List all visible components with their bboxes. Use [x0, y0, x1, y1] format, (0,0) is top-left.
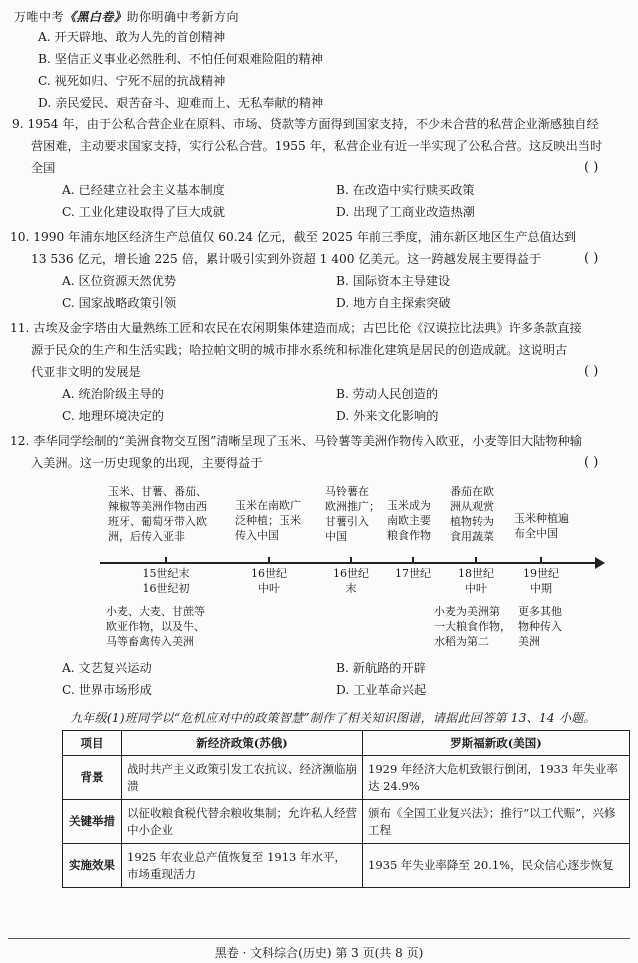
timeline-event-6: 玉米种植遍 布全中国 [514, 512, 569, 540]
table-header-new-deal: 罗斯福新政(美国) [363, 731, 630, 756]
q11-option-a: A. 统治阶级主导的 [62, 387, 164, 401]
q10-stem-line1: 10. 1990 年浦东地区经济生产总值仅 60.24 亿元，截至 2025 年前三季度，浦东新区地区生产总值达到 [10, 230, 577, 244]
timeline-event-4: 玉米成为 南欧主要 粮食作物 [387, 499, 431, 542]
policy-comparison-table [62, 730, 630, 888]
table-header-nep: 新经济政策(苏俄) [122, 731, 363, 756]
header-prefix: 万唯中考 [14, 10, 65, 24]
q9-stem-line3: 全国 [31, 161, 56, 175]
q11-answer-blank: ( ) [584, 364, 599, 379]
q11-option-d: D. 外来文化影响的 [336, 409, 439, 423]
q9-option-d: D. 出现了工商业改造热潮 [336, 205, 475, 219]
q10-option-d: D. 地方自主探索突破 [336, 296, 451, 310]
q12-stem-line1: 12. 李华同学绘制的“美洲食物交互图”清晰呈现了玉米、马铃薯等美洲作物传入欧亚，小麦等旧大陆物种输 [10, 434, 582, 448]
table-cell: 战时共产主义政策引发工农抗议、经济濒临崩溃 [122, 756, 363, 800]
q10-option-c: C. 国家战略政策引领 [62, 296, 177, 310]
table-header-row [63, 731, 630, 756]
timeline-tick [165, 557, 167, 563]
page-header [14, 8, 239, 25]
q10-stem-line2: 13 536 亿元，增长逾 225 倍，累计吸引实到外资超 1 400 亿美元。这一跨越发展主要得益于 [31, 252, 542, 266]
q12-option-d: D. 工业革命兴起 [336, 683, 427, 697]
q9-stem-line2: 营困难，主动要求国家支持，实行公私合营。1955 年，私营企业有近一半实现了公私合营。这反映出当时 [31, 139, 603, 153]
q11-stem-line2: 源于民众的生产和生活实践；哈拉帕文明的城市排水系统和标准化建筑是居民的创造成就。这说明古 [31, 343, 568, 357]
timeline-event-5: 番茄在欧 洲从观赏 植物转为 食用蔬菜 [450, 485, 494, 543]
table-row [63, 844, 630, 888]
timeline-tick [475, 557, 477, 563]
footer-divider [8, 938, 630, 939]
q10-answer-blank: ( ) [584, 251, 599, 266]
timeline-tick [268, 557, 270, 563]
timeline-time-4: 17世纪 [395, 567, 431, 580]
timeline-tick [540, 557, 542, 563]
q11-stem-line3: 代亚非文明的发展是 [31, 365, 141, 379]
q12-option-c: C. 世界市场形成 [62, 683, 152, 697]
header-brand: 《黑白卷》 [64, 10, 127, 24]
q9-stem-line1: 9. 1954 年，由于公私合营企业在原料、市场、贷款等方面得到国家支持，不少未合营的私营企业渐感独自经 [12, 117, 599, 131]
timeline-time-2: 16世纪 中叶 [251, 567, 287, 595]
q12-option-b: B. 新航路的开辟 [336, 661, 426, 675]
header-suffix: 助你明确中考新方向 [126, 10, 240, 24]
table-cell: 颁布《全国工业复兴法》；推行“以工代赈”，兴修工程 [363, 800, 630, 844]
timeline-bottom-event-2: 小麦为美洲第 一大粮食作物， 水稻为第二 [434, 605, 511, 648]
timeline-event-1: 玉米、甘薯、番茄、 辣椒等美洲作物由西 班牙、葡萄牙带入欧 洲，后传入亚非 [108, 485, 207, 543]
page-footer: 黑卷 · 文科综合(历史) 第 3 页(共 8 页) [214, 946, 424, 960]
q9-option-c: C. 工业化建设取得了巨大成就 [62, 205, 225, 219]
table-row-head: 关键举措 [63, 800, 122, 844]
table-header-item: 项目 [63, 731, 122, 756]
q12-stem-line2: 入美洲。这一历史现象的出现，主要得益于 [31, 456, 263, 470]
timeline-time-3: 16世纪 末 [333, 567, 369, 595]
table-row [63, 756, 630, 800]
q9-answer-blank: ( ) [584, 160, 599, 175]
timeline-time-1: 15世纪末 16世纪初 [142, 567, 190, 595]
q8-option-b: B. 坚信正义事业必然胜利、不怕任何艰难险阻的精神 [38, 52, 323, 66]
table-cell: 1935 年失业率降至 20.1%，民众信心逐步恢复 [363, 844, 630, 888]
q10-option-b: B. 国际资本主导建设 [336, 274, 451, 288]
timeline-arrow-icon [595, 557, 605, 569]
table-cell: 以征收粮食税代替余粮收集制；允许私人经营中小企业 [122, 800, 363, 844]
timeline-bottom-event-3: 更多其他 物种传入 美洲 [518, 605, 562, 648]
q8-option-c: C. 视死如归、宁死不屈的抗战精神 [38, 74, 226, 88]
timeline-tick [412, 557, 414, 563]
timeline-tick [350, 557, 352, 563]
q12-option-a: A. 文艺复兴运动 [62, 661, 152, 675]
timeline-event-2: 玉米在南欧广 泛种植；玉米 传入中国 [235, 499, 301, 542]
timeline-time-6: 19世纪 中期 [523, 567, 559, 595]
timeline-bottom-event-1: 小麦、大麦、甘蔗等 欧亚作物，以及牛、 马等畜禽传入美洲 [106, 605, 205, 648]
table-row-head: 背景 [63, 756, 122, 800]
table-cell: 1925 年农业总产值恢复至 1913 年水平，市场重现活力 [122, 844, 363, 888]
table-intro: 九年级(1)班同学以“危机应对中的政策智慧”制作了相关知识图谱，请据此回答第 13、14 小题。 [70, 711, 596, 725]
table-row [63, 800, 630, 844]
q9-option-a: A. 已经建立社会主义基本制度 [62, 183, 225, 197]
q9-option-b: B. 在改造中实行赎买政策 [336, 183, 475, 197]
q11-option-c: C. 地理环境决定的 [62, 409, 164, 423]
q10-option-a: A. 区位资源天然优势 [62, 274, 177, 288]
q11-stem-line1: 11. 古埃及金字塔由大量熟练工匠和农民在农闲期集体建造而成；古巴比伦《汉谟拉比法典》许多条款直接 [10, 321, 582, 335]
q12-answer-blank: ( ) [584, 455, 599, 470]
table-cell: 1929 年经济大危机致银行倒闭，1933 年失业率达 24.9% [363, 756, 630, 800]
table-row-head: 实施效果 [63, 844, 122, 888]
q11-option-b: B. 劳动人民创造的 [336, 387, 439, 401]
timeline-time-5: 18世纪 中叶 [458, 567, 494, 595]
q8-option-d: D. 亲民爱民、艰苦奋斗、迎难而上、无私奉献的精神 [38, 96, 324, 110]
timeline-event-3: 马铃薯在 欧洲推广； 甘薯引入 中国 [325, 485, 380, 543]
q8-option-a: A. 开天辟地、敢为人先的首创精神 [38, 30, 226, 44]
